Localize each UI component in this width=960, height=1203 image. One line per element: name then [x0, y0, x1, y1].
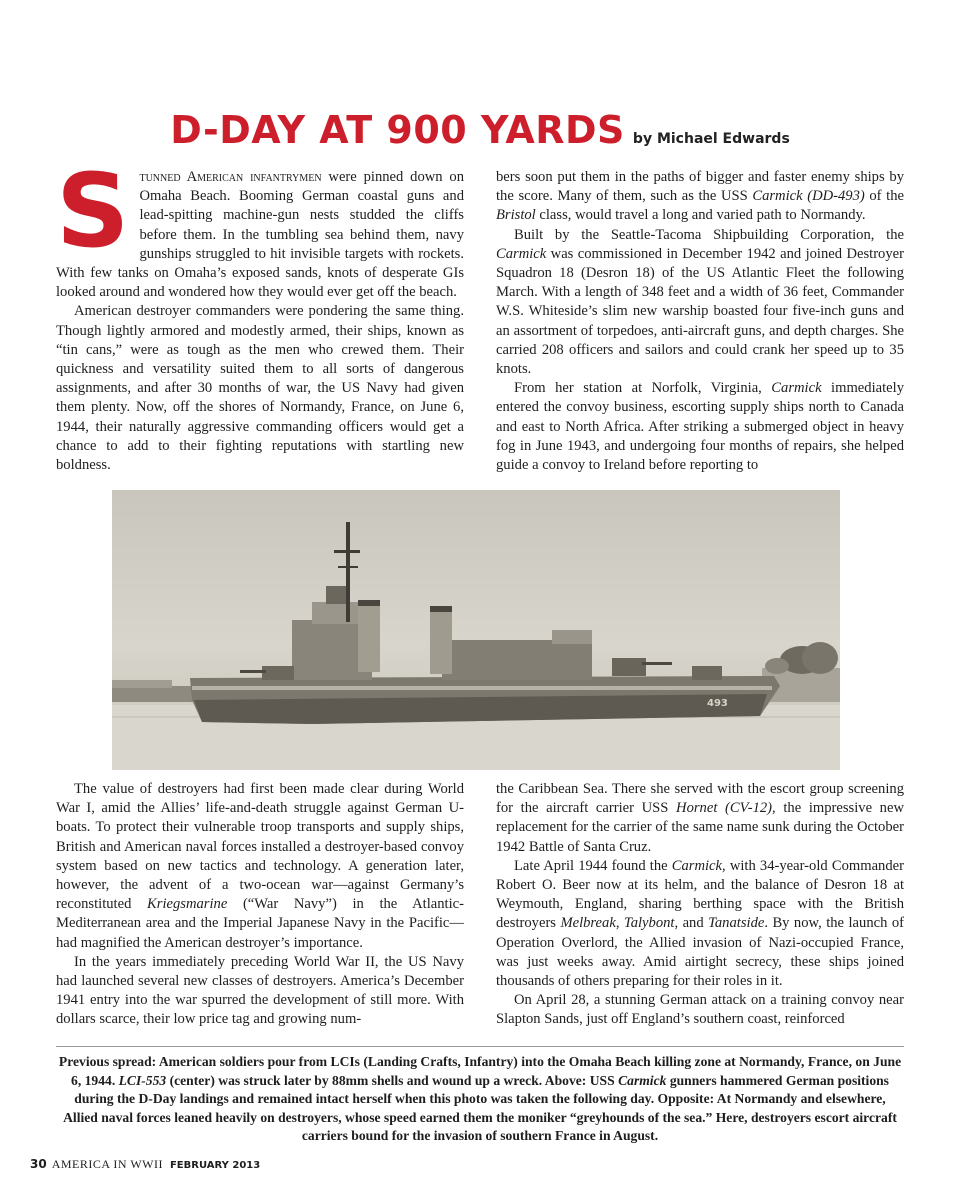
article-title: D-DAY AT 900 YARDS	[170, 108, 625, 152]
caption-divider	[56, 1046, 904, 1047]
issue-date: FEBRUARY 2013	[169, 1160, 261, 1171]
paragraph: Late April 1944 found the Carmick, with 34-year-old Commander Robert O. Beer now at its helm, and the balance of Desron 18 at Weymouth, England, sharing berthing space with the British destroyers Melbreak, Talybont, and Tanatside. By now, the launch of Operation Overlord, the Allied invasion of Nazi-occupied France, was just weeks away. Amid airtight secrecy, these ships joined thousands of others preparing for their roles in it.	[496, 857, 904, 990]
paragraph	[56, 152, 464, 302]
headline	[0, 108, 960, 152]
drop-cap: S	[56, 152, 130, 271]
paragraph: From her station at Norfolk, Virginia, Carmick immediately entered the convoy business, escorting supply ships north to Canada and east to North Africa. After striking a submerged object in heavy fog in June 1943, and undergoing four months of repairs, she helped guide a convoy to Ireland before reporting to	[496, 380, 904, 474]
destroyer-photo	[112, 490, 840, 770]
paragraph: the Caribbean Sea. There she served with the escort group screening for the aircraft carrier USS Hornet (CV-12), the impressive new replacement for the carrier of the same name sunk during the October 1942 Battle of Santa Cruz.	[496, 781, 905, 855]
page-footer	[30, 1157, 260, 1172]
page-number: 30	[30, 1157, 47, 1171]
byline: by Michael Edwards	[632, 131, 790, 147]
text-column-1	[56, 152, 464, 475]
paragraph: On April 28, a stunning German attack on a training convoy near Slapton Sands, just off England’s southern coast, reinforced	[496, 992, 904, 1028]
text-column-3	[56, 780, 464, 1030]
magazine-name: AMERICA IN WWII	[51, 1157, 163, 1171]
photo-caption: Previous spread: American soldiers pour from LCIs (Landing Crafts, Infantry) into the Omaha Beach killing zone at Normandy, France, on June 6, 1944. LCI-553 (center) was struck later by 88mm shells and wound up a wreck. Above: USS Carmick gunners hammered German positions during the D-Day landings and remained intact herself when this photo was taken the following day. Opposite: At Normandy and elsewhere, Allied naval forces leaned heavily on destroyers, whose speed earned them the moniker “greyhounds of the sea.” Here, destroyers escort aircraft carriers bound for the invasion of southern France in August.	[58, 1054, 902, 1144]
hull-number: 493	[707, 698, 728, 709]
paragraph: bers soon put them in the paths of bigger and faster enemy ships by the score. Many of them, such as the USS Carmick (DD-493) of the Bristol class, would travel a long and varied path to Normandy.	[496, 169, 904, 224]
paragraph-text: were pinned down on Omaha Beach. Booming German coastal guns and lead-spitting machine-gun nests studded the cliffs before them. In the tumbling sea behind them, navy gunships struggled to hit invisible targets with rockets. With few tanks on Omaha’s exposed sands, knots of desperate GIs looked around and wondered how they would ever get off the beach.	[56, 169, 464, 301]
text-column-4	[496, 780, 904, 1030]
paragraph: American destroyer commanders were pondering the same thing. Though lightly armored and modestly armed, their ships, known as “tin cans,” were as tough as the men who crewed them. Their quickness and versatility suited them to all sorts of dangerous assignments, and after 30 months of war, the US Navy had given them plenty. Now, off the shores of Normandy, France, on June 6, 1944, their naturally aggressive commanding officers would get a chance to add to their fighting reputations with startling new boldness.	[56, 303, 464, 474]
text-column-2	[496, 168, 904, 475]
lead-in: tunned American infantrymen	[139, 169, 322, 185]
paragraph: Built by the Seattle-Tacoma Shipbuilding Corporation, the Carmick was commissioned in December 1942 and joined Destroyer Squadron 18 (Desron 18) of the US Atlantic Fleet the following March. With a length of 348 feet and a width of 36 feet, Commander W.S. Whiteside’s slim new warship boasted four five-inch guns and an assortment of torpedoes, anti-aircraft guns, and depth charges. She carried 208 officers and sailors and could crank her speed up to 35 knots.	[496, 226, 904, 378]
paragraph: The value of destroyers had first been made clear during World War I, amid the Allies’ life-and-death struggle against German U-boats. To protect their vulnerable troop transports and supply ships, British and American naval forces installed a destroyer-based convoy system based on new tactics and technology. A generation later, however, the advent of a two-ocean war—against Germany’s reconstituted Kriegsmarine (“War Navy”) in the Atlantic-Mediterranean area and the Imperial Japanese Navy in the Pacific—had magnified the American destroyer’s importance.	[56, 781, 464, 951]
paragraph: In the years immediately preceding World War II, the US Navy had launched several new classes of destroyers. America’s December 1941 entry into the war spurred the development of still more. With dollars scarce, their low price tag and growing num-	[56, 953, 464, 1028]
